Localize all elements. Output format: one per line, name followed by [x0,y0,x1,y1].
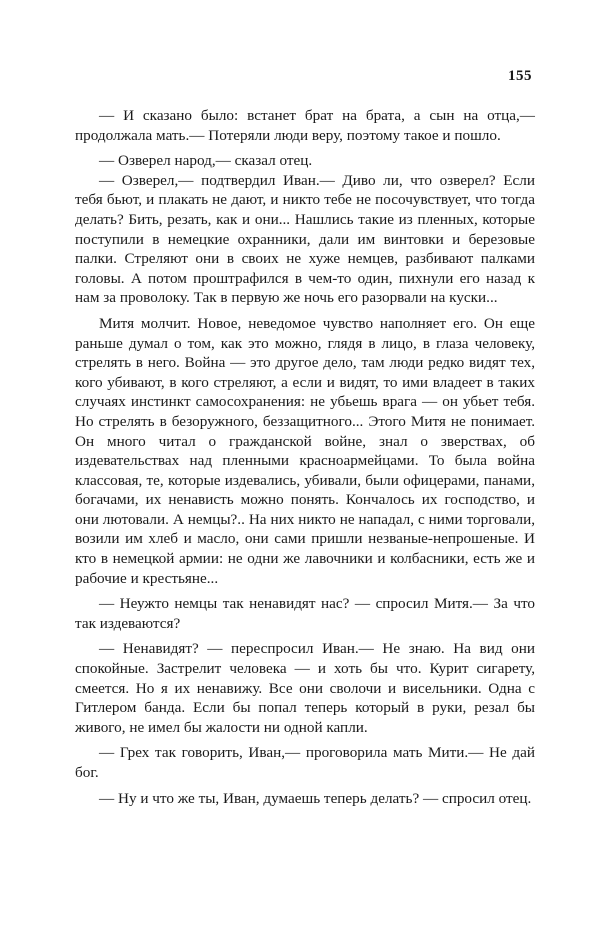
paragraph-1: — И сказано было: встанет брат на брата, а сын на отца,— продолжала мать.— Потеряли люди веру, поэтому такое и пошло. [75,107,535,144]
page-number: 155 [508,68,532,84]
page-body [75,106,535,814]
paragraph-4: Митя молчит. Новое, неведомое чувство наполняет его. Он еще раньше думал о том, как это можно, глядя в лицо, в глаза человеку, стрелять в него. Война — это другое дело, там люди редко видят тех, кого убивают, в кого стреляют, а если и видят, то ими владеет в таких случаях инстинкт самосохранения: не убьешь врага — он убьет тебя. Но стрелять в безоружного, беззащитного... Этого Митя не понимает. Он много читал о гражданской войне, знал о зверствах, об издевательствах над пленными красноармейцами. То была война классовая, те, которые издевались, убивали, были офицерами, панами, богачами, их ненависть можно понять. Кончалось их господство, и они лютовали. А немцы?.. На них никто не нападал, с ними торговали, возили им хлеб и масло, они сами пришли незваные-непрошеные. И кто в немецкой армии: не одни же лавочники и колбасники, есть же и рабочие и крестьяне... [75,314,535,587]
paragraph-6: — Ненавидят? — переспросил Иван.— Не знаю. На вид они спокойные. Застрелит человека — и хоть бы что. Курит сигарету, смеется. Но я их ненавижу. Все они сволочи и висельники. Одна с Гитлером банда. Если бы попал теперь который в руки, резал бы живого, не имел бы жалости ни одной капли. [75,640,535,736]
paragraph-8: — Ну и что же ты, Иван, думаешь теперь делать? — спросил отец. [99,789,532,807]
paragraph-5: — Неужто немцы так ненавидят нас? — спросил Митя.— За что так издеваются? [75,595,535,632]
paragraph-3: — Озверел,— подтвердил Иван.— Диво ли, что озверел? Если тебя бьют, и плакать не дают, и никто тебе не посочувствует, что тогда делать? Бить, резать, как и они... Нашлись такие из пленных, которые поступили в немецкие охранники, дали им винтовки и березовые палки. Стреляют они в своих не хуже немцев, разбивают палками головы. А потом проштрафился в чем-то один, пихнули его назад к нам за проволоку. Так в первую же ночь его разорвали на куски... [75,171,535,307]
paragraph-2: — Озверел народ,— сказал отец. [99,152,313,170]
paragraph-7: — Грех так говорить, Иван,— проговорила мать Мити.— Не дай бог. [75,744,535,781]
